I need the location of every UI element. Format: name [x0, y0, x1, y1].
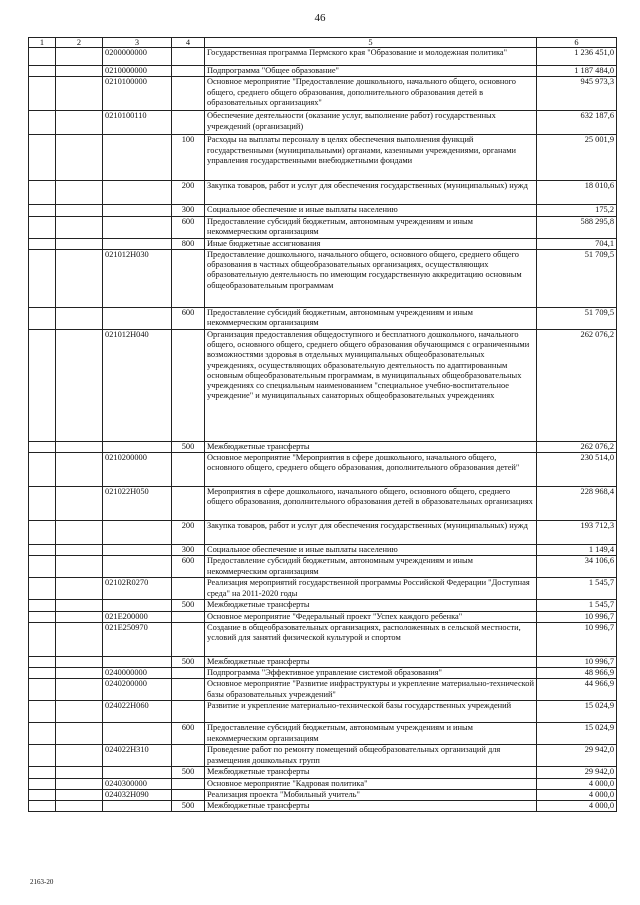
cell-empty — [29, 307, 56, 329]
cell-empty — [29, 249, 56, 307]
cell-name: Организация предоставления общедоступного и бесплатного дошкольного, начального общего, основного общего, среднего общего образования обучающимся с ограниченными возможностями здоровья в отдельных муниципальных общеобразовательных учреждениях, осуществляющих образовательную деятельность по адаптированным основным общеобразовательным программам, в муниципальных общеобразовательных учреждениях со специальным наименованием "специальное учебно-воспитательное учреждение" и муниципальных санаторных общеобразовательных учреждениях — [205, 329, 537, 441]
cell-sum: 632 187,6 — [537, 111, 617, 135]
cell-name: Реализация мероприятий государственной программы Российской Федерации "Доступная среда" на 2011-2020 годы — [205, 578, 537, 600]
cell-expense-type — [172, 789, 205, 800]
table-row — [29, 329, 617, 441]
cell-name: Предоставление субсидий бюджетным, автономным учреждениям и иным некоммерческим организациям — [205, 723, 537, 745]
table-row — [29, 656, 617, 667]
cell-sum: 10 996,7 — [537, 622, 617, 656]
cell-expense-type — [172, 701, 205, 723]
cell-sum: 945 973,3 — [537, 77, 617, 111]
cell-target-code — [103, 205, 172, 216]
cell-empty — [29, 329, 56, 441]
cell-empty — [56, 238, 103, 249]
column-header: 4 — [172, 38, 205, 48]
cell-empty — [56, 66, 103, 77]
table-row — [29, 745, 617, 767]
cell-empty — [29, 656, 56, 667]
cell-sum: 262 076,2 — [537, 441, 617, 452]
cell-empty — [56, 801, 103, 812]
cell-sum: 51 709,5 — [537, 249, 617, 307]
cell-name: Мероприятия в сфере дошкольного, начального общего, основного общего, среднего общего образования, дополнительного образования детей в образовательных организациях — [205, 487, 537, 521]
cell-sum: 193 712,3 — [537, 521, 617, 545]
table-row — [29, 679, 617, 701]
cell-sum: 29 942,0 — [537, 745, 617, 767]
table-row — [29, 701, 617, 723]
cell-target-code — [103, 545, 172, 556]
cell-empty — [56, 181, 103, 205]
cell-sum: 34 106,6 — [537, 556, 617, 578]
cell-expense-type: 600 — [172, 216, 205, 238]
cell-empty — [29, 789, 56, 800]
table-row — [29, 238, 617, 249]
table-row — [29, 249, 617, 307]
cell-empty — [29, 778, 56, 789]
table-row — [29, 135, 617, 181]
cell-name: Межбюджетные трансферты — [205, 801, 537, 812]
cell-name: Развитие и укрепление материально-технической базы государственных учреждений — [205, 701, 537, 723]
cell-empty — [56, 487, 103, 521]
cell-expense-type — [172, 111, 205, 135]
cell-expense-type — [172, 778, 205, 789]
cell-expense-type: 600 — [172, 723, 205, 745]
table-row — [29, 600, 617, 611]
cell-expense-type: 300 — [172, 205, 205, 216]
cell-empty — [56, 668, 103, 679]
cell-sum: 1 545,7 — [537, 578, 617, 600]
table-row — [29, 789, 617, 800]
footer-document-code: 2163-20 — [30, 878, 54, 886]
cell-name: Подпрограмма "Общее образование" — [205, 66, 537, 77]
column-header: 5 — [205, 38, 537, 48]
cell-empty — [29, 745, 56, 767]
cell-empty — [56, 778, 103, 789]
cell-sum: 10 996,7 — [537, 611, 617, 622]
cell-name: Подпрограмма "Эффективное управление системой образования" — [205, 668, 537, 679]
table-row — [29, 668, 617, 679]
cell-sum: 704,1 — [537, 238, 617, 249]
cell-sum: 175,2 — [537, 205, 617, 216]
cell-expense-type — [172, 611, 205, 622]
cell-sum: 10 996,7 — [537, 656, 617, 667]
column-header: 2 — [56, 38, 103, 48]
cell-empty — [56, 216, 103, 238]
cell-target-code — [103, 181, 172, 205]
cell-name: Государственная программа Пермского края "Образование и молодежная политика" — [205, 48, 537, 66]
cell-empty — [56, 600, 103, 611]
cell-empty — [29, 600, 56, 611]
cell-expense-type — [172, 329, 205, 441]
table-row — [29, 778, 617, 789]
cell-sum: 15 024,9 — [537, 723, 617, 745]
cell-name: Обеспечение деятельности (оказание услуг, выполнение работ) государственных учреждений (организаций) — [205, 111, 537, 135]
column-header: 6 — [537, 38, 617, 48]
cell-sum: 4 000,0 — [537, 789, 617, 800]
cell-target-code: 0200000000 — [103, 48, 172, 66]
table-row — [29, 307, 617, 329]
cell-empty — [29, 801, 56, 812]
cell-name: Иные бюджетные ассигнования — [205, 238, 537, 249]
cell-empty — [56, 701, 103, 723]
cell-name: Межбюджетные трансферты — [205, 656, 537, 667]
cell-name: Основное мероприятие "Мероприятия в сфере дошкольного, начального общего, основного общего, среднего общего образования, дополнительного образования детей" — [205, 453, 537, 487]
cell-name: Межбюджетные трансферты — [205, 767, 537, 778]
cell-sum: 25 001,9 — [537, 135, 617, 181]
cell-empty — [56, 723, 103, 745]
cell-name: Межбюджетные трансферты — [205, 600, 537, 611]
cell-target-code — [103, 216, 172, 238]
cell-target-code — [103, 556, 172, 578]
cell-target-code — [103, 135, 172, 181]
cell-empty — [56, 545, 103, 556]
table-row — [29, 578, 617, 600]
cell-expense-type — [172, 48, 205, 66]
cell-empty — [56, 135, 103, 181]
cell-empty — [29, 723, 56, 745]
cell-target-code — [103, 521, 172, 545]
cell-expense-type — [172, 578, 205, 600]
cell-target-code — [103, 801, 172, 812]
cell-empty — [56, 611, 103, 622]
cell-name: Предоставление субсидий бюджетным, автономным учреждениям и иным некоммерческим организациям — [205, 216, 537, 238]
cell-name: Основное мероприятие "Предоставление дошкольного, начального общего, основного общего, среднего общего образования, дополнительного образования детей в образовательных организациях" — [205, 77, 537, 111]
cell-name: Социальное обеспечение и иные выплаты населению — [205, 205, 537, 216]
cell-sum: 48 966,9 — [537, 668, 617, 679]
table-row — [29, 48, 617, 66]
table-row — [29, 611, 617, 622]
cell-sum: 44 966,9 — [537, 679, 617, 701]
cell-name: Расходы на выплаты персоналу в целях обеспечения выполнения функций государственными (муниципальными) органами, казенными учреждениями, органами управления государственными внебюджетными фондами — [205, 135, 537, 181]
cell-target-code: 0210000000 — [103, 66, 172, 77]
column-header: 3 — [103, 38, 172, 48]
table-row — [29, 66, 617, 77]
cell-empty — [29, 545, 56, 556]
cell-empty — [56, 679, 103, 701]
cell-name: Создание в общеобразовательных организациях, расположенных в сельской местности, условий для занятий физической культурой и спортом — [205, 622, 537, 656]
table-row — [29, 487, 617, 521]
cell-name: Закупка товаров, работ и услуг для обеспечения государственных (муниципальных) нужд — [205, 181, 537, 205]
cell-sum: 29 942,0 — [537, 767, 617, 778]
cell-sum: 228 968,4 — [537, 487, 617, 521]
cell-target-code — [103, 307, 172, 329]
table-row — [29, 181, 617, 205]
cell-expense-type: 600 — [172, 307, 205, 329]
cell-target-code: 02102R0270 — [103, 578, 172, 600]
cell-expense-type — [172, 77, 205, 111]
cell-target-code — [103, 238, 172, 249]
table-row — [29, 453, 617, 487]
cell-name: Предоставление субсидий бюджетным, автономным учреждениям и иным некоммерческим организациям — [205, 556, 537, 578]
cell-empty — [56, 307, 103, 329]
table-row — [29, 77, 617, 111]
cell-name: Межбюджетные трансферты — [205, 441, 537, 452]
cell-target-code: 024022Н310 — [103, 745, 172, 767]
cell-empty — [29, 679, 56, 701]
cell-empty — [29, 111, 56, 135]
cell-name: Основное мероприятие "Федеральный проект "Успех каждого ребенка" — [205, 611, 537, 622]
cell-empty — [29, 77, 56, 111]
cell-empty — [29, 66, 56, 77]
cell-expense-type: 500 — [172, 600, 205, 611]
cell-empty — [29, 48, 56, 66]
table-row — [29, 556, 617, 578]
cell-expense-type: 200 — [172, 521, 205, 545]
cell-sum: 1 187 484,0 — [537, 66, 617, 77]
cell-empty — [56, 622, 103, 656]
cell-empty — [56, 556, 103, 578]
cell-empty — [29, 556, 56, 578]
cell-empty — [56, 656, 103, 667]
table-row — [29, 441, 617, 452]
cell-expense-type: 600 — [172, 556, 205, 578]
cell-target-code: 024032Н090 — [103, 789, 172, 800]
cell-sum: 1 545,7 — [537, 600, 617, 611]
table-row — [29, 723, 617, 745]
cell-expense-type — [172, 668, 205, 679]
cell-sum: 51 709,5 — [537, 307, 617, 329]
cell-empty — [56, 521, 103, 545]
cell-sum: 1 149,4 — [537, 545, 617, 556]
cell-sum: 262 076,2 — [537, 329, 617, 441]
cell-name: Закупка товаров, работ и услуг для обеспечения государственных (муниципальных) нужд — [205, 521, 537, 545]
cell-empty — [29, 767, 56, 778]
cell-empty — [29, 238, 56, 249]
cell-sum: 4 000,0 — [537, 778, 617, 789]
cell-empty — [29, 622, 56, 656]
cell-expense-type — [172, 66, 205, 77]
cell-empty — [56, 111, 103, 135]
cell-empty — [29, 701, 56, 723]
cell-name: Предоставление дошкольного, начального общего, основного общего, среднего общего образования в частных общеобразовательных организациях, осуществляющих образовательную деятельность по имеющим государственную аккредитацию основным общеобразовательным программам — [205, 249, 537, 307]
cell-sum: 15 024,9 — [537, 701, 617, 723]
cell-empty — [29, 578, 56, 600]
cell-sum: 18 010,6 — [537, 181, 617, 205]
cell-expense-type: 200 — [172, 181, 205, 205]
cell-empty — [29, 135, 56, 181]
cell-name: Социальное обеспечение и иные выплаты населению — [205, 545, 537, 556]
cell-expense-type: 500 — [172, 801, 205, 812]
cell-target-code — [103, 600, 172, 611]
cell-expense-type — [172, 679, 205, 701]
cell-target-code: 0240300000 — [103, 778, 172, 789]
cell-empty — [56, 578, 103, 600]
cell-empty — [56, 249, 103, 307]
cell-empty — [29, 441, 56, 452]
cell-empty — [29, 487, 56, 521]
cell-empty — [56, 767, 103, 778]
table-row — [29, 521, 617, 545]
cell-target-code — [103, 656, 172, 667]
cell-empty — [29, 668, 56, 679]
cell-sum: 230 514,0 — [537, 453, 617, 487]
cell-expense-type — [172, 622, 205, 656]
cell-expense-type: 500 — [172, 441, 205, 452]
cell-target-code — [103, 767, 172, 778]
cell-target-code: 0210100110 — [103, 111, 172, 135]
cell-empty — [56, 329, 103, 441]
cell-expense-type: 500 — [172, 656, 205, 667]
cell-name: Реализация проекта "Мобильный учитель" — [205, 789, 537, 800]
table-row — [29, 767, 617, 778]
cell-target-code: 0210100000 — [103, 77, 172, 111]
cell-empty — [56, 48, 103, 66]
cell-target-code: 021012Н040 — [103, 329, 172, 441]
table-row — [29, 216, 617, 238]
cell-expense-type — [172, 487, 205, 521]
cell-sum: 588 295,8 — [537, 216, 617, 238]
cell-target-code: 021E200000 — [103, 611, 172, 622]
cell-empty — [56, 745, 103, 767]
table-row — [29, 622, 617, 656]
cell-target-code: 021022Н050 — [103, 487, 172, 521]
cell-expense-type: 500 — [172, 767, 205, 778]
cell-name: Основное мероприятие "Кадровая политика" — [205, 778, 537, 789]
cell-empty — [56, 77, 103, 111]
cell-empty — [56, 453, 103, 487]
cell-target-code: 021012Н030 — [103, 249, 172, 307]
budget-table — [28, 37, 617, 812]
cell-expense-type — [172, 453, 205, 487]
cell-target-code: 0240000000 — [103, 668, 172, 679]
page-number: 46 — [314, 12, 326, 24]
table-row — [29, 111, 617, 135]
cell-expense-type — [172, 745, 205, 767]
cell-expense-type: 300 — [172, 545, 205, 556]
cell-empty — [56, 789, 103, 800]
cell-expense-type: 800 — [172, 238, 205, 249]
cell-name: Основное мероприятие "Развитие инфраструктуры и укрепление материально-технической базы образовательных учреждений" — [205, 679, 537, 701]
cell-target-code — [103, 723, 172, 745]
cell-empty — [29, 611, 56, 622]
column-header: 1 — [29, 38, 56, 48]
cell-name: Предоставление субсидий бюджетным, автономным учреждениям и иным некоммерческим организациям — [205, 307, 537, 329]
cell-target-code: 0240200000 — [103, 679, 172, 701]
cell-expense-type — [172, 249, 205, 307]
table-row — [29, 801, 617, 812]
cell-target-code: 0210200000 — [103, 453, 172, 487]
cell-target-code: 024022Н060 — [103, 701, 172, 723]
table-row — [29, 205, 617, 216]
cell-empty — [56, 205, 103, 216]
cell-sum: 1 236 451,0 — [537, 48, 617, 66]
cell-empty — [29, 205, 56, 216]
cell-target-code — [103, 441, 172, 452]
cell-empty — [29, 181, 56, 205]
cell-empty — [56, 441, 103, 452]
cell-sum: 4 000,0 — [537, 801, 617, 812]
cell-expense-type: 100 — [172, 135, 205, 181]
table-row — [29, 545, 617, 556]
cell-empty — [29, 453, 56, 487]
cell-empty — [29, 521, 56, 545]
cell-name: Проведение работ по ремонту помещений общеобразовательных организаций для размещения дошкольных групп — [205, 745, 537, 767]
cell-empty — [29, 216, 56, 238]
cell-target-code: 021E250970 — [103, 622, 172, 656]
header-row — [29, 38, 617, 48]
